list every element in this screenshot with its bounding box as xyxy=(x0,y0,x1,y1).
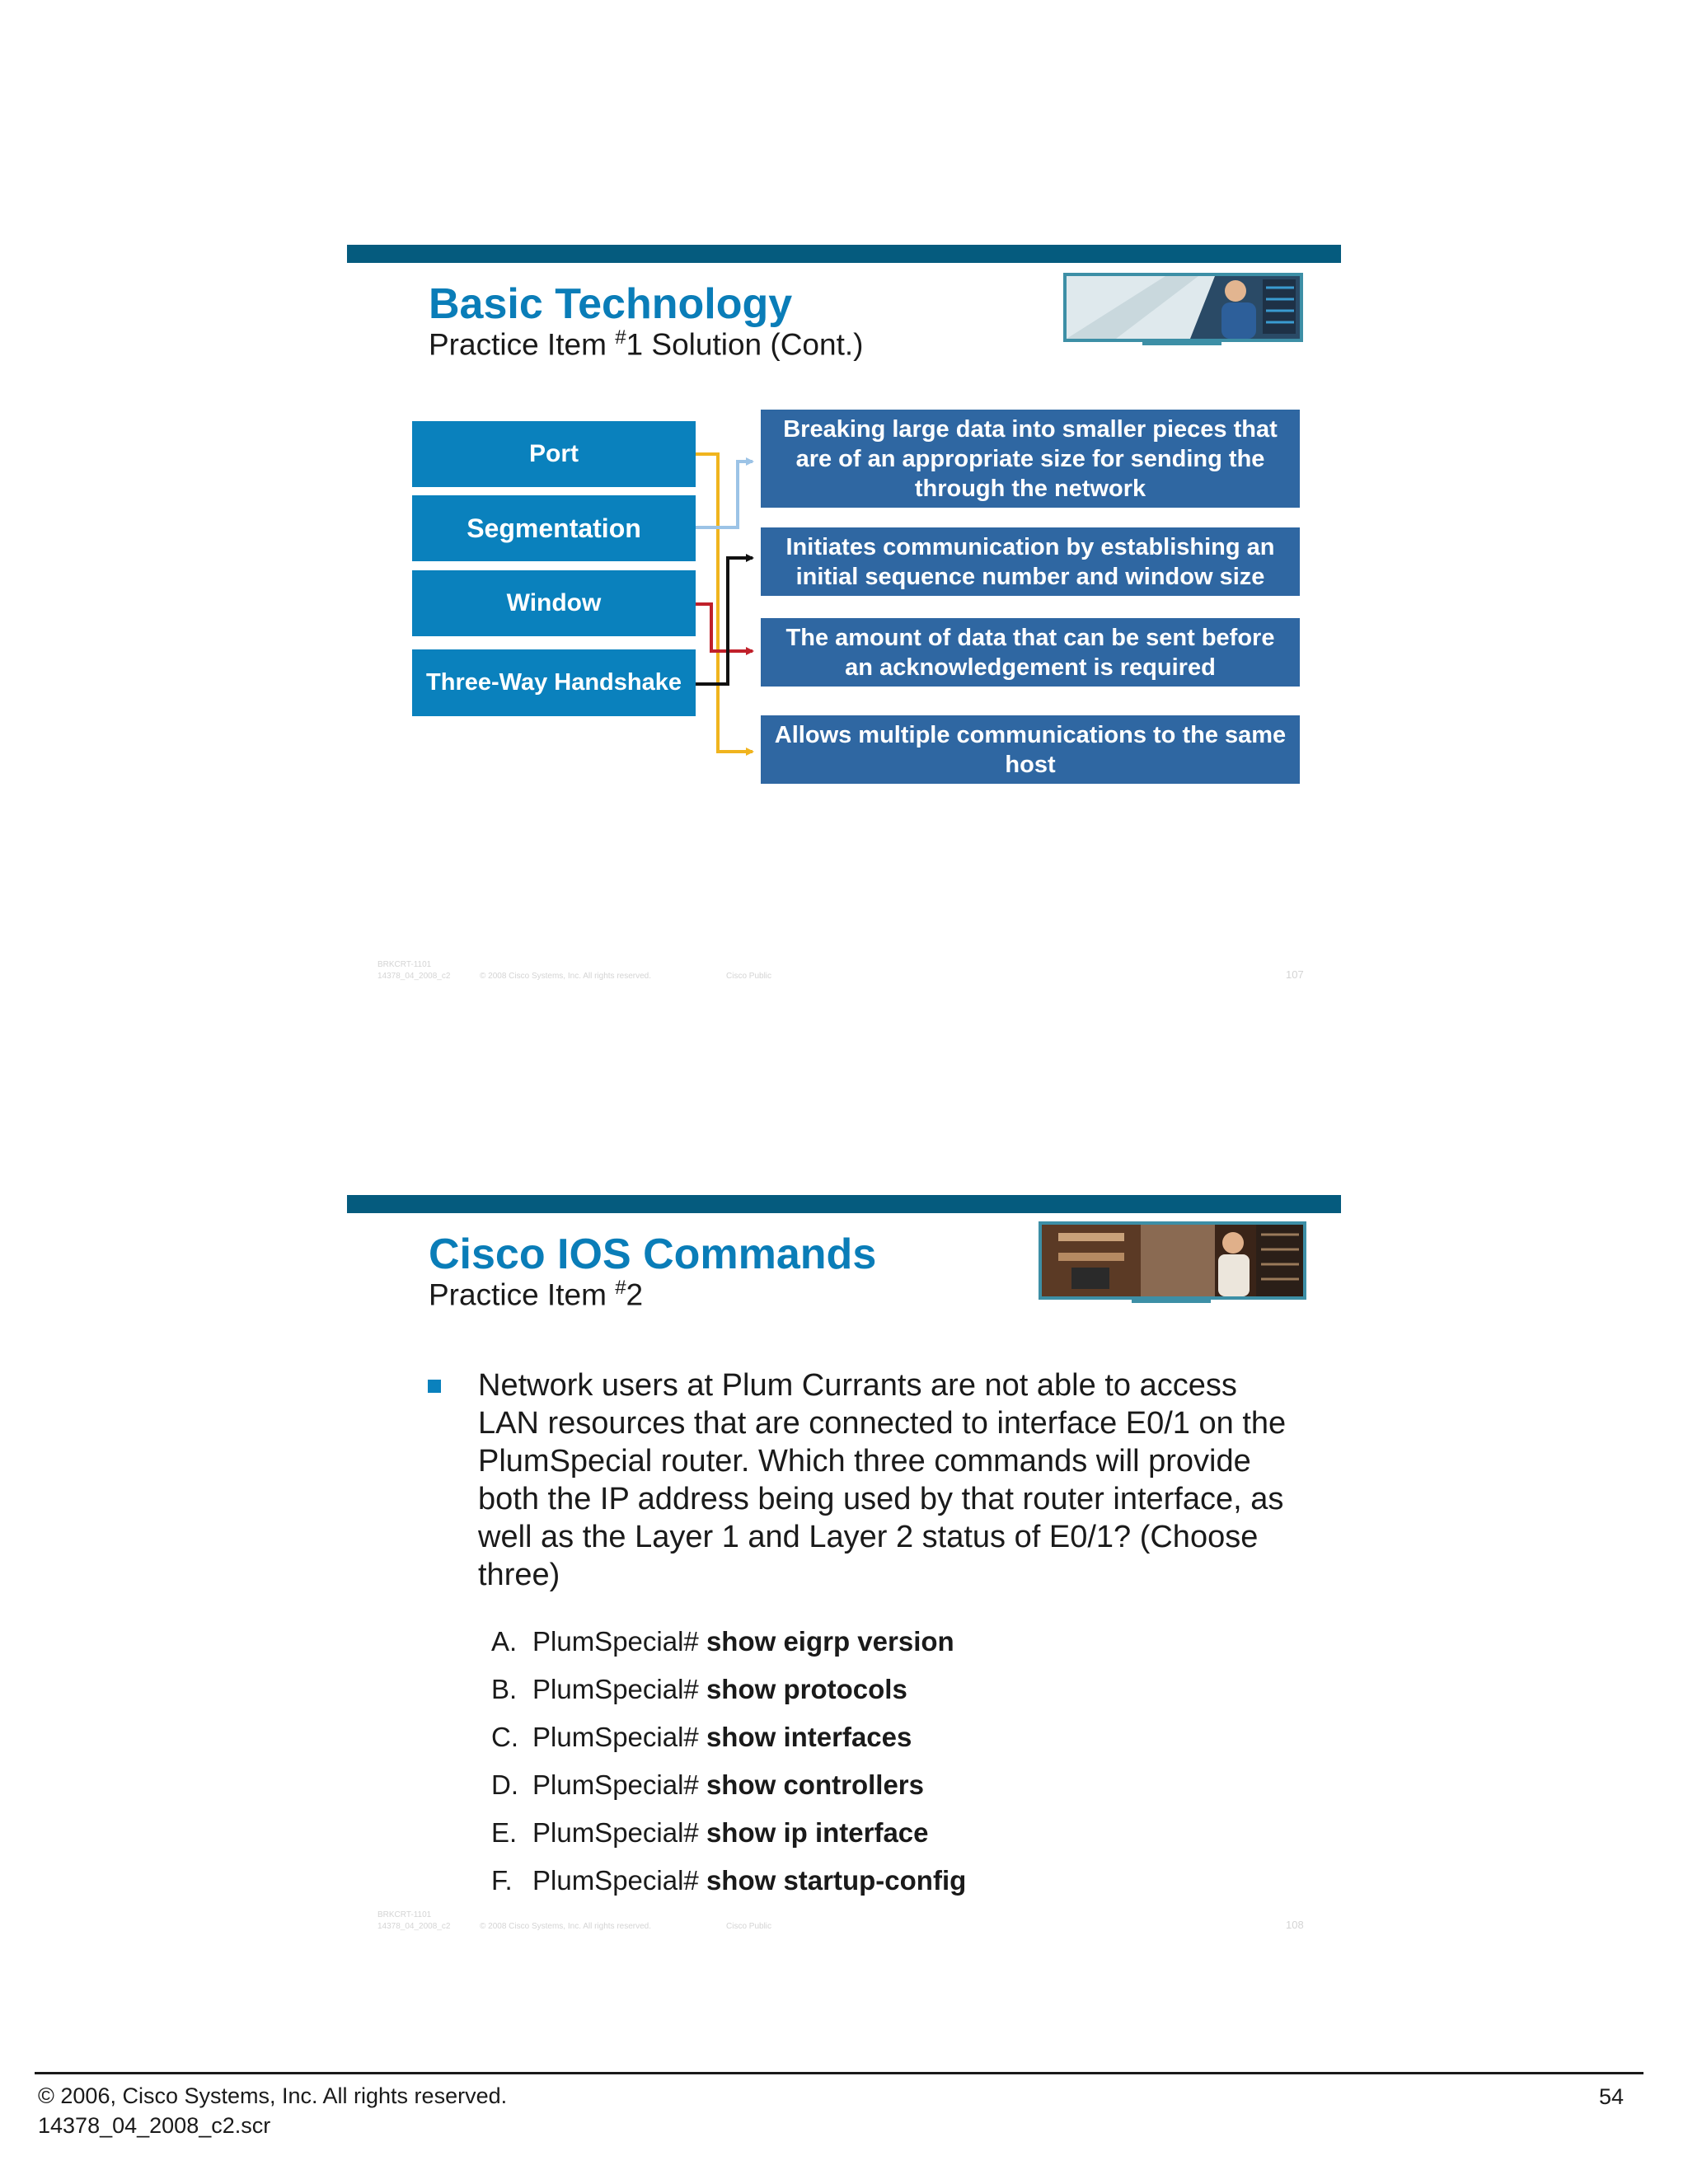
slide-number: 107 xyxy=(1286,968,1304,981)
slide-footer-code: BRKCRT-1101 14378_04_2008_c2 xyxy=(377,1910,451,1931)
slide-subtitle: Practice Item #1 Solution (Cont.) xyxy=(429,326,864,362)
slide-basic-technology xyxy=(347,245,1341,1007)
definition-text: Allows multiple communications to the same host xyxy=(774,721,1287,778)
slide-title: Cisco IOS Commands xyxy=(429,1230,877,1278)
answer-option-f: F. PlumSpecial# show startup-config xyxy=(491,1865,967,1896)
term-three-way-handshake xyxy=(412,649,696,716)
answer-option-a: A. PlumSpecial# show eigrp version xyxy=(491,1626,954,1657)
slide-cisco-ios-commands xyxy=(347,1195,1341,1957)
slide-footer-classification: Cisco Public xyxy=(726,1922,772,1931)
answer-option-b: B. PlumSpecial# show protocols xyxy=(491,1674,907,1704)
server-room-photo xyxy=(1039,1221,1306,1300)
term-label: Segmentation xyxy=(467,513,641,543)
answer-option-e: E. PlumSpecial# show ip interface xyxy=(491,1817,929,1848)
definition-three-way-handshake xyxy=(761,527,1300,596)
term-window xyxy=(412,570,696,636)
slide-footer-code: BRKCRT-1101 14378_04_2008_c2 xyxy=(377,960,451,981)
term-label: Window xyxy=(506,589,602,616)
definition-port xyxy=(761,715,1300,784)
bullet-marker xyxy=(428,1380,441,1393)
term-label: Port xyxy=(529,440,579,467)
page-number: 54 xyxy=(1598,2084,1624,2109)
slide-subtitle: Practice Item #2 xyxy=(429,1277,644,1312)
slide-footer-classification: Cisco Public xyxy=(726,972,772,981)
page-footer-rule xyxy=(35,2072,1643,2074)
slide-header-bar xyxy=(347,1195,1341,1213)
photo-tab xyxy=(1132,1300,1211,1303)
connector-window xyxy=(696,604,753,651)
definition-text: The amount of data that can be sent before an acknowledgement is required xyxy=(785,624,1275,681)
slide-title: Basic Technology xyxy=(429,280,793,328)
server-room-photo-image xyxy=(1042,1225,1303,1296)
page-footer-filename: 14378_04_2008_c2.scr xyxy=(38,2113,271,2138)
question-text: Network users at Plum Currants are not able to access LAN resources that are connected to interface E0/1 on the PlumSpecial router. Which three commands will provide both the IP address being used by that router interface, as well as the Layer 1 and Layer 2 status of E0/1? (Choose three) xyxy=(478,1368,1287,1592)
term-port xyxy=(412,421,696,487)
slide-footer-copyright: © 2008 Cisco Systems, Inc. All rights reserved. xyxy=(480,972,652,981)
slide-footer-copyright: © 2008 Cisco Systems, Inc. All rights reserved. xyxy=(480,1922,652,1931)
definition-segmentation xyxy=(761,410,1300,508)
definition-window xyxy=(761,618,1300,687)
connector-handshake xyxy=(696,558,753,684)
term-segmentation xyxy=(412,495,696,561)
term-label: Three-Way Handshake xyxy=(426,669,682,696)
definition-text: Initiates communication by establishing an initial sequence number and window size xyxy=(785,533,1275,590)
connector-segmentation xyxy=(696,462,753,527)
answer-option-c: C. PlumSpecial# show interfaces xyxy=(491,1722,912,1752)
slide-number: 108 xyxy=(1286,1919,1304,1931)
answer-option-d: D. PlumSpecial# show controllers xyxy=(491,1769,925,1800)
page-footer-copyright: © 2006, Cisco Systems, Inc. All rights reserved. 14378_04_2008_c2.scr xyxy=(38,2083,508,2138)
answer-options xyxy=(491,1618,966,1905)
definition-text: Breaking large data into smaller pieces that are of an appropriate size for sending the through the network xyxy=(783,415,1278,502)
